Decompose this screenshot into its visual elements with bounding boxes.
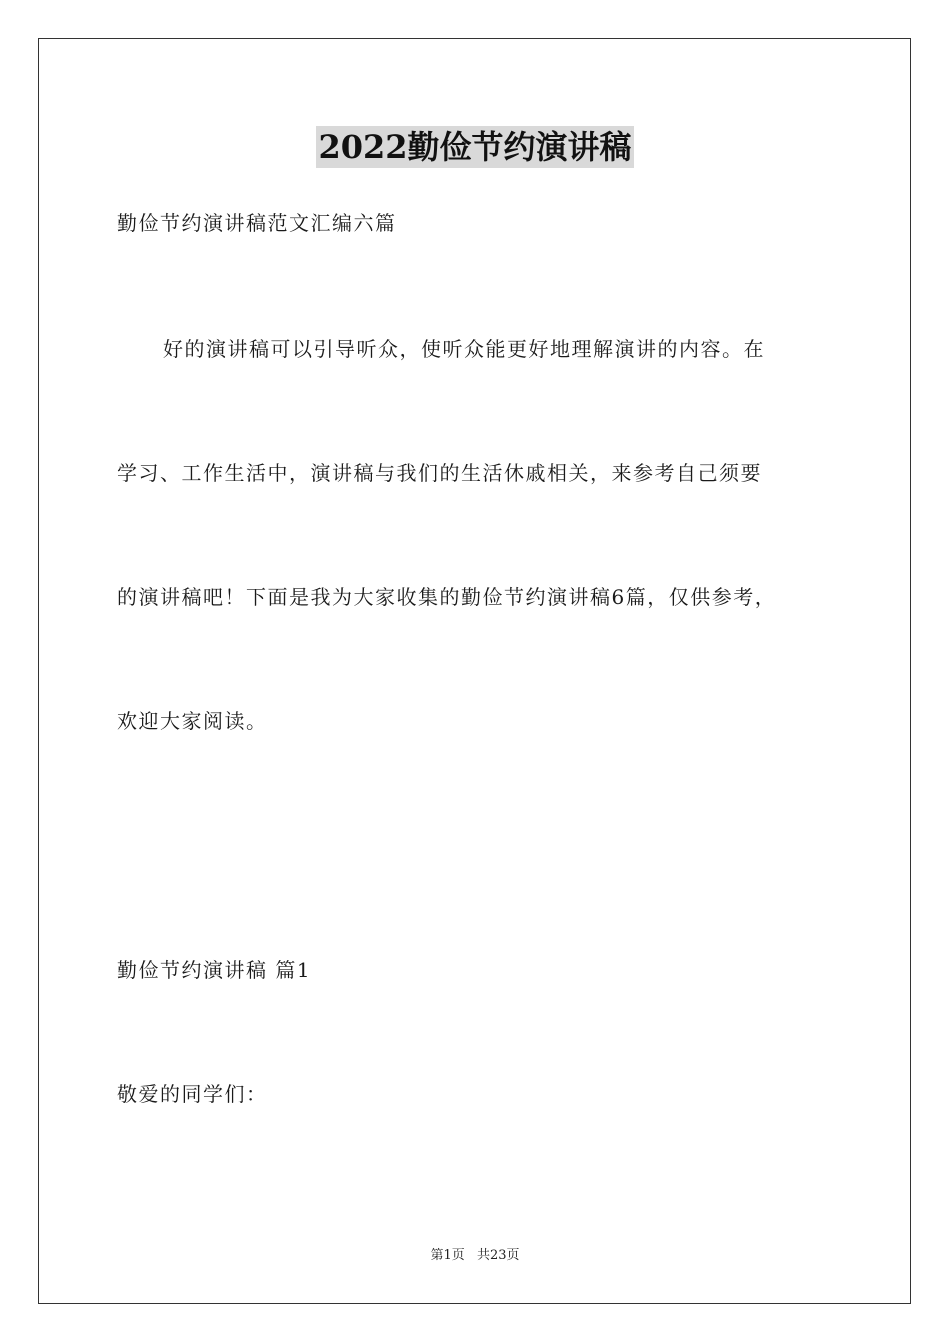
intro-paragraph-line-3: 的演讲稿吧！下面是我为大家收集的勤俭节约演讲稿6篇，仅供参考， xyxy=(117,585,777,609)
document-subtitle: 勤俭节约演讲稿范文汇编六篇 xyxy=(117,211,397,235)
page-footer xyxy=(0,1247,950,1265)
intro-paragraph-line-1: 好的演讲稿可以引导听众，使听众能更好地理解演讲的内容。在 xyxy=(163,337,765,361)
page-number-total: 共23页 xyxy=(476,1248,520,1263)
section-heading: 勤俭节约演讲稿 篇1 xyxy=(117,958,312,982)
document-title: 2022勤俭节约演讲稿 xyxy=(318,128,632,166)
salutation: 敬爱的同学们： xyxy=(117,1082,268,1106)
intro-paragraph-line-2: 学习、工作生活中，演讲稿与我们的生活休戚相关，来参考自己须要 xyxy=(117,461,762,485)
page-number-current: 第1页 xyxy=(430,1248,465,1263)
intro-paragraph-line-4: 欢迎大家阅读。 xyxy=(117,709,268,733)
title-container xyxy=(0,126,950,168)
